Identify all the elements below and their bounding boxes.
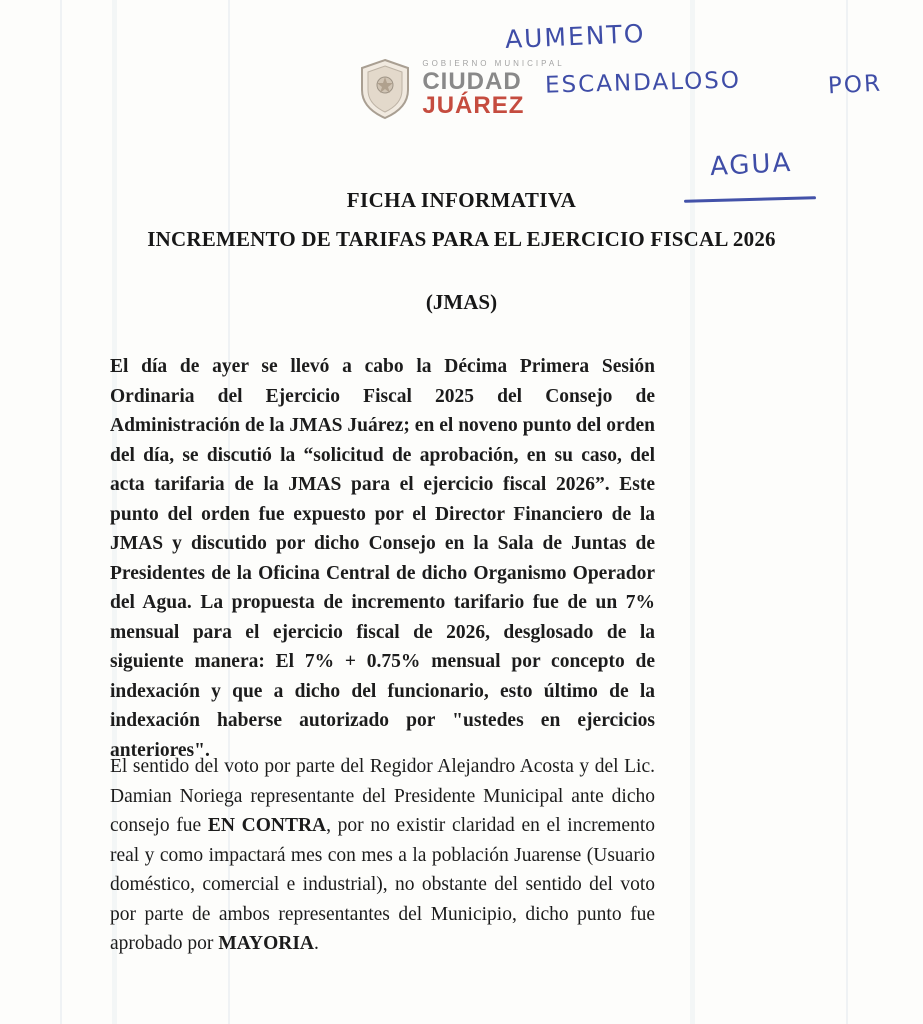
wordmark-small-line: GOBIERNO MUNICIPAL: [422, 59, 565, 68]
page-subtitle: INCREMENTO DE TARIFAS PARA EL EJERCICIO FISCAL 2026: [147, 227, 776, 251]
paragraph-2-emphasis-2: MAYORIA: [218, 933, 315, 954]
handwritten-note-line-1: AUMENTO: [504, 18, 646, 55]
page-title: FICHA INFORMATIVA: [346, 188, 577, 212]
scan-artifact-line: [690, 0, 695, 1024]
municipality-wordmark: [422, 60, 564, 118]
paragraph-2-part-3: .: [314, 933, 319, 954]
handwritten-note-line-3: POR: [827, 70, 883, 100]
wordmark-ciudad: CIUDAD: [422, 68, 522, 95]
organization-acronym: (JMAS): [425, 290, 498, 314]
wordmark-juarez: JUÁREZ: [422, 92, 525, 119]
paragraph-2-part-1: El sentido del voto por parte del Regidor Alejandro Acosta y del Lic. Damian Noriega representante del Presidente Municipal ante dicho consejo fue: [110, 756, 655, 836]
scan-artifact-line: [846, 0, 848, 1024]
paragraph-2-emphasis-1: EN CONTRA: [207, 815, 327, 836]
handwritten-note-line-4: AGUA: [709, 147, 794, 183]
document-letterhead: [0, 58, 923, 120]
coat-of-arms-crest-icon: [358, 58, 412, 120]
handwritten-note-line-2: ESCANDALOSO: [544, 67, 742, 99]
body-paragraph-1: El día de ayer se llevó a cabo la Décima Primera Sesión Ordinaria del Ejercicio Fiscal 2025 del Consejo de Administración de la JMAS Juárez; en el noveno punto del orden del día, se discutió la “solicitud de aprobación, en su caso, del acta tarifaria de la JMAS para el ejercicio fiscal 2026”. Este punto del orden fue expuesto por el Director Financiero de la JMAS y discutido por dicho Consejo en la Sala de Juntas de Presidentes de la Oficina Central de dicho Organismo Operador del Agua. La propuesta de incremento tarifario fue de un 7% mensual para el ejercicio fiscal de 2026, desglosado de la siguiente manera: El 7% + 0.75% mensual por concepto de indexación y que a dicho del funcionario, esto último de la indexación haberse autorizado por "ustedes en ejercicios anteriores".: [110, 356, 655, 761]
scan-artifact-line: [60, 0, 62, 1024]
body-paragraph-2: [110, 752, 655, 959]
paragraph-2-part-2: , por no existir claridad en el incremento real y como impactará mes con mes a la población Juarense (Usuario doméstico, comercial e industrial), no obstante del sentido del voto por parte de ambos representantes del Municipio, dicho punto fue aprobado por: [110, 815, 656, 954]
